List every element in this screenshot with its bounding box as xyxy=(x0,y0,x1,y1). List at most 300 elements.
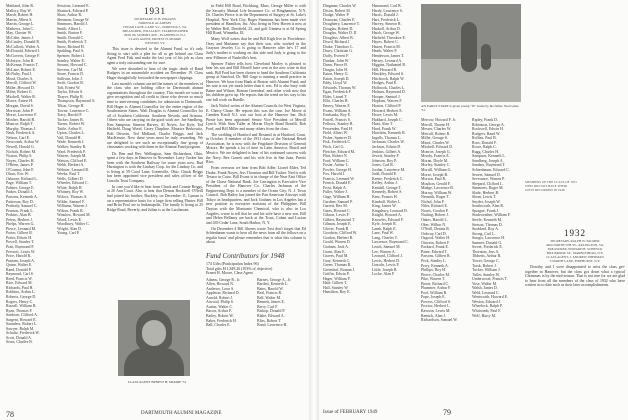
donor-name: Hatfield, Theodore E. xyxy=(372,35,406,40)
donor-name: Harvey, Simeon R. xyxy=(372,22,402,27)
donor-name: Nelson, Carl E. xyxy=(6,135,30,140)
donor-name: Gardner, Samuel P. xyxy=(323,199,353,204)
donor-name: Newell, Harold G. xyxy=(6,144,35,149)
donor-name: Jackson, Edwin D. xyxy=(372,144,402,149)
donor-name: Olson, Eric W. xyxy=(6,172,29,177)
donor-names-column-1 xyxy=(6,4,54,354)
donor-name: Woodbury, Walter C. xyxy=(57,222,90,227)
class-agent-photo xyxy=(118,300,190,376)
donor-name: McNulty, Paul J. xyxy=(6,72,33,77)
donor-name: Messer, Charles W. xyxy=(421,127,452,132)
donor-name: Kimball, Walter L. xyxy=(372,199,402,204)
fund-contributor: Andrews, Leon S. xyxy=(206,286,235,291)
donor-name: Egan, Frederick F. xyxy=(323,90,352,95)
officer-line: BOX BROOK ST., MARBLEHEAD, N.Y. xyxy=(546,251,604,255)
class-year-heading: 1931 xyxy=(144,6,166,16)
fund-contributor: Austin, Walter C. xyxy=(206,304,234,309)
donor-name: McGovern, George F. xyxy=(6,54,40,59)
donor-name: Mudge, Lawrence B. xyxy=(421,186,454,191)
donor-name: May, Chester W. xyxy=(6,31,32,36)
fund-contributor-list-a xyxy=(206,278,254,328)
donor-name: Rugg, Charles H. xyxy=(472,149,500,154)
donor-name: Hazen, Francis M. xyxy=(372,44,401,49)
donor-name: O'Connor, John F. xyxy=(6,167,35,172)
donor-name: Wilcox, Thomas A. xyxy=(57,194,88,199)
class-officers-1932 xyxy=(525,239,625,263)
donor-name: Wade, Kenneth J. xyxy=(57,140,85,145)
donor-name: Hersey, Leonard A. xyxy=(372,58,403,63)
donor-name: Steele, Kenneth M. xyxy=(472,218,503,223)
donor-name: Shattuck, Edward P. xyxy=(57,8,89,13)
class-notes-text xyxy=(107,47,203,212)
donor-name: Norris, Gordon P. xyxy=(421,208,449,213)
donor-name: Pike, Warren T. xyxy=(421,277,446,282)
donor-name: Eaton, Henry G. xyxy=(323,72,349,77)
donor-name: Watson, Clifford E. xyxy=(57,158,88,163)
donor-name: Weston, Edward J. xyxy=(472,299,502,304)
donor-name: Fisk, Frederick C. xyxy=(323,140,352,145)
fund-contributor: Appleton, Richard D. xyxy=(206,291,240,296)
donor-name: Tilton, George H. xyxy=(57,104,85,109)
officer-line: WESTON, VT. xyxy=(144,41,166,45)
donor-name: Thompson, Raymond A. xyxy=(57,99,96,104)
donor-name: Kendall, George T. xyxy=(372,185,402,190)
page-number: 78 xyxy=(6,410,14,419)
donor-name: Gage, William H. xyxy=(323,194,351,199)
officer-line: TREASURER, WILLIAM F. STARKWEATHER xyxy=(122,29,188,33)
donor-name: Tucker, James B. xyxy=(57,117,84,122)
fund-contributor: Bell, Walter M. xyxy=(257,295,282,300)
donor-name: Gibson, Lewis F. xyxy=(323,213,350,218)
donor-names-column-6 xyxy=(472,118,521,328)
donor-name: Shaw, Arthur R. xyxy=(57,13,83,18)
donor-names-column-5 xyxy=(421,118,469,333)
donor-name: Parsons, Kenneth A. xyxy=(6,194,38,199)
donor-name: Murray, William W. xyxy=(421,190,453,195)
donor-name: McCabe, James J. xyxy=(6,35,35,40)
donor-name: Vose, Walter M. xyxy=(472,281,498,286)
donor-name: Fellows, Stanley R. xyxy=(323,122,354,127)
donor-name: Nash, Frederick A. xyxy=(6,131,36,136)
donor-name: Gould, Warren D. xyxy=(323,240,351,245)
fund-contributors-section xyxy=(206,252,306,402)
notes-line: WHO DID NOT HAVE THEIR xyxy=(525,184,568,188)
donor-name: Snyder, Joseph W. xyxy=(472,199,501,204)
donor-name: Whitney, Roy W. xyxy=(57,190,84,195)
donor-name: Tuller, Stanley W. xyxy=(472,272,501,277)
donor-name: Remick, Alan J. xyxy=(421,313,446,318)
photo-caption: CLASS AGENT ERNEST H. MOORE '31 xyxy=(127,380,187,384)
fund-heading: Fund Contributors for 1948 xyxy=(206,252,285,260)
donor-name: Weld, Leonard C. xyxy=(472,290,500,295)
donor-name: Scott, Donald A. xyxy=(6,335,32,340)
donor-name: Webster, Leonard B. xyxy=(57,167,89,172)
donor-name: Eddy, Lloyd W. xyxy=(323,81,348,86)
donor-name: Williams, Warren J. xyxy=(57,204,88,209)
donor-name: Peabody, Samuel C. xyxy=(6,204,38,209)
donor-name: Ryan, Thomas F. xyxy=(6,308,33,313)
donor-name: Moore, Ernest H. xyxy=(6,99,34,104)
donor-name: Morley, Stanley C. xyxy=(421,163,451,168)
donor-name: Quinn, Walter E. xyxy=(6,263,33,268)
donor-name: Hammond, Carl B. xyxy=(372,4,402,8)
issue-label: Issue of FEBRUARY 1949 xyxy=(323,410,378,415)
donor-name: Francis, Leonard W. xyxy=(323,176,355,181)
officer-line: TREASURER, EDWARD B. SCHENCK xyxy=(547,247,603,251)
donor-name: Johnson, Roy P. xyxy=(372,158,397,163)
right-page xyxy=(319,0,628,420)
donor-name: Perkins, Alan B. xyxy=(6,213,32,218)
donor-name: Phelps, Warren G. xyxy=(6,222,35,227)
donor-name: Tibbetts, Arthur R. xyxy=(472,254,502,259)
donor-name: Morgan, David S. xyxy=(6,104,34,109)
donor-name: Smith, Albert L. xyxy=(57,26,83,31)
donor-name: Turner, Robert W. xyxy=(57,122,86,127)
donor-name: Leach, Samuel M. xyxy=(372,244,401,249)
donor-name: Wentworth, Howard E. xyxy=(472,295,508,300)
donor-name: Smith, Donald C. xyxy=(57,35,85,40)
donor-name: Hunt, Alan T. xyxy=(372,122,394,127)
donor-name: Schultz, Frederick W. xyxy=(6,331,40,336)
donor-name: Sampson, Kenneth L. xyxy=(472,154,506,159)
donor-name: Paine, Edward T. xyxy=(421,249,448,254)
fund-stat-line: Ernest H. Moore, Class Agent xyxy=(206,271,253,276)
donor-name: Gilbert, Raymond T. xyxy=(323,217,356,222)
donor-name: French, Donald E. xyxy=(323,181,352,186)
donor-name: Martin, Albert S. xyxy=(6,17,33,22)
donor-name: Sullivan, John J. xyxy=(57,76,83,81)
donor-name: Milne, Robert G. xyxy=(6,90,33,95)
paragraph: This issue is devoted to the Alumni Fund, so it's only fitting to start with a plea for all to get behind our Class Agent Fred Fisk and make the last year of his job as class agent a truly outstanding one for sure. xyxy=(107,47,203,65)
donor-name: Winslow, Howard M. xyxy=(57,213,91,218)
donor-name: Upton, Charles L. xyxy=(57,131,85,136)
donor-name: Dodge, Walter P. xyxy=(323,13,350,18)
fund-contributor: Arnold, Robert J. xyxy=(206,295,234,300)
donor-names-column-4 xyxy=(372,4,418,282)
donor-name: Morrison, John P. xyxy=(6,108,34,113)
donor-name: Southworth, Alan R. xyxy=(472,204,504,209)
donor-name: Fuller, Walter J. xyxy=(323,190,348,195)
paragraph: In case you'd like to hear from Chuck and Connie Briggs, at 20 Ann Court. Also to hear that Dennis Rockwell O'Neill had joined his brother, Buckley, on December 11. Lyman is on a representative basis for a large firm selling Plaster. Bill and Brita Pool are to Indianapolis. The family is living at 25 Ridge Road, Beverly, and Julian is at the Larchmont. xyxy=(107,184,203,212)
donor-name: Durgin, John H. xyxy=(323,67,349,72)
donor-names-column-2 xyxy=(57,4,105,239)
donor-name: Evans, William A. xyxy=(323,108,352,113)
donor-name: Frost, Ralph A. xyxy=(323,185,347,190)
donor-name: Goodwin, Clifford W. xyxy=(323,231,358,236)
officer-line: CEDAR LANE, LANE S.C., NORFOLK 5, VA. xyxy=(122,25,188,29)
donor-name: Sawyer, Ralph M. xyxy=(6,326,35,331)
notes-label xyxy=(525,180,625,192)
donor-name: Sumner, Donald G. xyxy=(472,240,503,245)
donor-name: Stone, Francis D. xyxy=(57,72,85,77)
donor-name: Dixon, Robert M. xyxy=(323,8,351,13)
donor-name: Pope, Joseph E. xyxy=(421,295,446,300)
donor-name: Nichol, John F. xyxy=(421,199,445,204)
paragraph: in Field Hill Road, Fitchburg, Mass. George Miller is with the Security Mutual Life Insurance Co. of Binghamton, N.Y. Dr. Charles Pierce is in the Department of Surgery at St. Luke's Hospital, New York City. Roger Simmons has been made vice president of Hamilton, Inc. Also living in New Haven is now at by Walter Bell, Deerfield, 23, and golf Ginness is at 64 Spring Hill Road, Winnetka, Ill. xyxy=(206,4,306,36)
donor-name: Snow, Richard H. xyxy=(57,44,85,49)
donor-name: Rowe, Ralph C. xyxy=(472,145,497,150)
fund-contributor: Adams, George R., Jr. xyxy=(206,277,241,282)
donor-name: Jewett, Stanley F. xyxy=(372,154,400,159)
class-notes-continued xyxy=(206,4,306,247)
donor-name: Vail, Donald H. xyxy=(57,135,82,140)
fund-contributor: Beal, Francis R. xyxy=(257,291,283,296)
donor-name: Murphy, Thomas J. xyxy=(6,126,37,131)
donor-name: Smith, Frederick T. xyxy=(57,40,88,45)
right-page-footer xyxy=(323,410,625,415)
donor-name: Rodgers, Rand W. xyxy=(472,131,501,136)
officer-line: SECRETARY, RALPH W. PALMER xyxy=(550,239,600,243)
donor-name: Simmons, Harold J. xyxy=(57,22,88,27)
donor-name: Doughtery, Laurence T. xyxy=(323,22,360,27)
donor-name: Metcalf, Robert R. xyxy=(421,131,451,136)
class-1932-notes xyxy=(525,226,625,406)
donor-name: Hodges, Paul E. xyxy=(372,81,398,86)
donor-name: Robinson, George A. xyxy=(472,122,505,127)
donor-name: Harris, Donald J. xyxy=(372,13,399,18)
donor-name: Morrill, William G. xyxy=(421,168,452,173)
donor-name: Moulton, Gerald F. xyxy=(421,181,451,186)
donor-name: Sandberg, Joseph A. xyxy=(472,158,504,163)
donor-name: Hopkins, Warren F. xyxy=(372,99,403,104)
donor-name: Sessions, Leonard E. xyxy=(57,4,90,8)
donor-name: Haskell, Arthur D. xyxy=(372,26,401,31)
donor-name: Tuttle, Arthur E. xyxy=(57,126,83,131)
donor-name: Thornton, Jess A. xyxy=(472,249,500,254)
donor-name: Spalding, Paul A. xyxy=(57,49,85,54)
donor-name: Hooper, Samuel J. xyxy=(372,94,401,99)
donor-name: Wilson, Frank R. xyxy=(57,208,84,213)
donor-name: Walker, Stanley R. xyxy=(57,144,87,149)
donor-name: Flint, Robert N. xyxy=(323,154,348,159)
donor-name: Elder, Lionel T. xyxy=(323,94,348,99)
donor-name: Fitch, Carl G. xyxy=(323,144,345,149)
donor-name: Oakes, Harold L. xyxy=(421,218,448,223)
donor-name: Hutchins, Kenneth R. xyxy=(372,131,406,136)
fund-stats xyxy=(206,262,306,276)
donor-name: Knight, Howard A. xyxy=(372,213,402,218)
fund-stat-line: 174 Gifts (Participation Index 96) xyxy=(206,262,259,266)
paragraph: We were disturbed to hear of the tragic death of Rand Rodgers in an automobile accident on December 19. Class Hager thoughtfully forwarded the newspaper clippings. xyxy=(107,66,203,80)
donor-name: McCulloch, Walter A. xyxy=(6,44,41,49)
donor-name: Fowler, George H. xyxy=(323,167,352,172)
donor-name: Mead, Charles A. xyxy=(6,76,34,81)
donor-name: Saunders, Robert L. xyxy=(6,322,38,327)
page-gutter xyxy=(309,0,319,420)
donor-name: Knowles, Edward F. xyxy=(372,217,404,222)
donor-name: Hayes, Robert C. xyxy=(372,40,399,45)
left-page-footer xyxy=(6,410,306,419)
donor-name: Graves, Paul M. xyxy=(323,254,349,259)
donor-name: Hale, Gilbert T. xyxy=(323,281,348,286)
donor-name: Simmons, Roger M. xyxy=(472,186,504,191)
page-number-right: 79 xyxy=(443,408,451,417)
donor-name: Palmer, George E. xyxy=(6,185,35,190)
donor-name: Ingalls, Thomas L. xyxy=(372,135,402,140)
officer-line: NORFOLK ACADEMY xyxy=(138,21,172,25)
donor-name: Phillips, Roy H. xyxy=(421,268,447,273)
donor-name: Wolf, Harry M. xyxy=(472,313,497,318)
donor-name: Nesmith, Roger T. xyxy=(421,195,450,200)
donor-name: Webb, Herbert A. xyxy=(57,163,85,168)
donor-name: Swift, Gordon B. xyxy=(57,81,84,86)
donor-name: Dunn, Pierce B. xyxy=(323,63,348,68)
donor-name: Eaton, Joseph D. xyxy=(323,76,350,81)
donor-names-column-3 xyxy=(323,4,369,304)
fund-contributor: Atwood, Philip S. xyxy=(206,300,234,305)
paragraph: Dorothy and I were disappointed to miss the class get-together in Hanover, but the class got down what a typical Christmas is by the mid-season. That is not true for we are glad to hear from all the members of the class of 1932 who have written us to date such as their later accomplishments. xyxy=(525,265,625,288)
donor-name: Peck, Stanley L. xyxy=(421,258,447,263)
officer-line: 4404 NORTH 5TH ST., ARLINGTON, VA. xyxy=(545,243,605,247)
donor-name: Donovan, Charles F. xyxy=(323,17,355,22)
donor-name: Sears, Charles B. xyxy=(6,340,33,345)
donor-name: Starkweather, William F. xyxy=(472,213,511,218)
donor-name: Ordway, Carl D. xyxy=(421,231,447,236)
donor-name: Sloan, Lewis T. xyxy=(472,195,497,200)
fund-contributor: Berry, Carl F. xyxy=(257,304,279,309)
donor-name: Taft, Ernest W. xyxy=(57,85,81,90)
donor-name: Page, William T. xyxy=(6,181,32,186)
donor-name: Ford, William C. xyxy=(323,158,350,163)
donor-name: Roberts, George D. xyxy=(6,295,37,299)
officer-line: BOX 99, SUMMIT AVE., PLAINFIELD, N.J. xyxy=(124,33,186,37)
donor-name: Dowd, Richard J. xyxy=(323,40,351,45)
donor-name: Whitcomb, Paul F. xyxy=(472,308,502,313)
donor-name: Gordon, Herbert R. xyxy=(323,235,354,240)
donor-name: Ellis, Charles B. xyxy=(323,99,349,104)
donor-name: Fletcher, Edward M. xyxy=(323,149,356,154)
donor-name: Gates, Howard C. xyxy=(323,208,351,213)
donor-name: Tucker, William J. xyxy=(472,268,501,273)
donor-name: Severance, Warren P. xyxy=(472,177,505,182)
donor-name: Moody, Francis E. xyxy=(421,154,450,159)
donor-name: Stetson, Thomas D. xyxy=(472,222,503,227)
donor-name: Plummer, Arthur F. xyxy=(421,286,452,291)
notes-line: MEMBERS OF THE CLASS OF 1931 xyxy=(525,180,577,184)
donor-name: O'Brien, James P. xyxy=(6,163,34,168)
donor-name: Morse, Lawrence F. xyxy=(6,113,38,118)
donor-name: Hurd, Frank W. xyxy=(372,126,397,131)
donor-name: Green, Thomas R. xyxy=(323,263,352,268)
donor-name: Dunbar, John W. xyxy=(323,58,349,63)
donor-name: Taylor, Edwin S. xyxy=(57,90,84,95)
donor-name: Ward, Frederick P. xyxy=(57,149,86,154)
donor-name: Seaver, Samuel D. xyxy=(472,172,501,177)
fund-contributor: Bailey, Robert W. xyxy=(206,314,234,319)
donor-name: Marsh, Robert H. xyxy=(6,13,34,18)
donor-name: Wheeler, Edward C. xyxy=(57,181,89,186)
donor-name: Jenkins, Gilbert A. xyxy=(372,149,402,154)
donor-name: Fisher, Spencer D. xyxy=(323,135,352,140)
donor-name: Packard, Frank E. xyxy=(421,245,449,250)
donor-name: Stoddard, Roy A. xyxy=(472,227,500,232)
donor-name: Douglas, Robert D. xyxy=(323,26,354,31)
donor-name: Thayer, Philip R. xyxy=(57,94,84,99)
donor-name: Sargent, Howard E. xyxy=(6,317,37,322)
donor-name: Niles, Richard E. xyxy=(421,204,448,209)
donor-name: Merrill, Thorne H. xyxy=(421,122,450,127)
donor-name: Howard, Herbert E. xyxy=(372,108,403,113)
donor-name: Farrell, Francis S. xyxy=(323,117,351,122)
donor-name: McLane, Robert E. xyxy=(6,67,36,72)
donor-name: Hager, William F. xyxy=(323,276,351,281)
donor-name: Parsons, Gilbert R. xyxy=(421,254,451,259)
donor-name: Field, Albert W. xyxy=(323,131,348,136)
donor-name: King, James W. xyxy=(372,204,397,209)
donor-name: Sanborn, Clifford A. xyxy=(6,313,38,318)
officer-line: CLASS AGENT, J. ANDREW SHERMAN xyxy=(546,255,604,259)
donor-name: Pratt, Raymond F. xyxy=(6,244,35,249)
donor-name: Sweet, Frederick E. xyxy=(472,245,503,250)
donor-name: Nichols, Robert M. xyxy=(6,149,37,154)
magazine-title: DARTMOUTH ALUMNI MAGAZINE xyxy=(141,411,222,416)
donor-name: Strong, Carl L. xyxy=(472,231,496,236)
donor-name: Douglass, Albert B. xyxy=(323,35,354,40)
donor-name: Foster, Arthur L. xyxy=(323,163,349,168)
donor-name: Robbins, Arthur L. xyxy=(6,290,36,295)
donor-name: Miller, Howard D. xyxy=(6,85,35,90)
donor-name: Horton, Clifford P. xyxy=(372,104,402,109)
donor-name: Shepard, Clifford L. xyxy=(472,181,504,186)
paragraph: On December 4 Bill Ahrens wrote 'Just don't forget that Ed Schienbaum wants to hear all the news from all the fellows on a regular basis' and please remember that is what this column is about. xyxy=(206,226,306,245)
donor-name: Kennedy, Robert S. xyxy=(372,190,403,195)
fund-contributor-list-b xyxy=(257,278,305,328)
donor-name: Norton, Philip S. xyxy=(6,154,33,159)
paragraph: From overseas we hear from Bob Adler, Lionel Elder, Ted Drake, Frank Noyes, Jess Thornton and Bill Tucker. Ned is with Texaco in Cairo. Bill Evans is in charge of the Near East Office of the Chase National Bank. Joe Carrington is Executive Vice President of the Hanover Co. Charles Jackman of the Engineering Dept. is a member of the Ocean City, N. J. Town Council. Bob Bailey has joined the Pan American Airways with Tokyo as headquarters, and Jack Graham in Los Angeles has a new position as executive assistant of the Philippine, Bill Dayton with the Monsanto Chemical, who is also in Los Angeles, wrote to tell that he and his wife have a new son. Bill and Helen Bellamy are back at the Trout, Cuban and Lucian and 439 Cedar Lane, South Harbor, N. Y. xyxy=(206,166,306,225)
officer-line: CLASS AGENT, ERNEST H. MOORE xyxy=(128,37,182,41)
donor-name: Edwards, Thomas W. xyxy=(323,85,357,90)
donor-name: Hinckley, Edward S. xyxy=(372,72,405,77)
officer-line: 3 NORTH LANE, PINEHURST, N.Y. xyxy=(549,259,601,263)
donor-name: Mosher, Harold B. xyxy=(6,117,36,122)
notes-line: GIFTS RECORDED IN 1948 xyxy=(525,188,565,192)
donor-name: Walsh, James D. xyxy=(472,286,498,291)
donor-name: Trask, Robert J. xyxy=(472,263,497,268)
donor-name: Jackman, Charles W. xyxy=(372,140,405,145)
donor-name: Martin, George L. xyxy=(6,22,35,27)
donor-name: Mallory, Ray W. xyxy=(6,8,32,13)
donor-name: Lang, Charles T. xyxy=(372,235,398,240)
donor-name: McKenna, Francis T. xyxy=(6,63,39,68)
donor-name: Hubbard, Joseph C. xyxy=(372,117,403,122)
donor-name: Putnam, Joseph A. xyxy=(6,258,35,263)
donor-name: Ripley, Frank D. xyxy=(472,118,498,122)
donor-name: McCauley, Donald R. xyxy=(6,40,40,45)
donor-name: Richardson, Samuel W. xyxy=(421,318,458,323)
donor-name: Howe, Lewis M. xyxy=(372,113,399,118)
left-page xyxy=(0,0,309,420)
donor-name: Slade, Herbert B. xyxy=(472,190,500,195)
donor-name: Wood, Lewis E. xyxy=(57,217,82,222)
donor-name: Griffin, Edwin P. xyxy=(323,272,350,277)
donor-name: Patterson, Roy D. xyxy=(6,199,34,204)
donor-name: Judd, Donald E. xyxy=(372,172,398,177)
donor-name: Kelley, Arthur J. xyxy=(372,181,398,186)
donor-name: Dingman, Charles W. xyxy=(323,4,357,8)
donor-name: Hart, Frederick L. xyxy=(372,17,401,22)
donor-name: Munroe, Ralph T. xyxy=(6,122,34,127)
donor-name: McDonald, Edward J. xyxy=(6,49,41,54)
donor-name: Morton, Paul R. xyxy=(421,177,447,182)
donor-name: Hamilton, Roy E. xyxy=(323,290,351,295)
donor-name: Towne, Lawrence C. xyxy=(57,108,90,113)
donor-name: Monroe, Joseph G. xyxy=(421,149,451,154)
donor-name: Proctor, Herbert L. xyxy=(421,304,451,309)
donor-name: Merrill, Clifford W. xyxy=(6,81,37,86)
donor-name: Stevens, Carl M. xyxy=(57,67,84,72)
donor-name: Raymond, Carl S. xyxy=(6,272,34,277)
donor-name: Maitland, John R. xyxy=(6,4,34,8)
